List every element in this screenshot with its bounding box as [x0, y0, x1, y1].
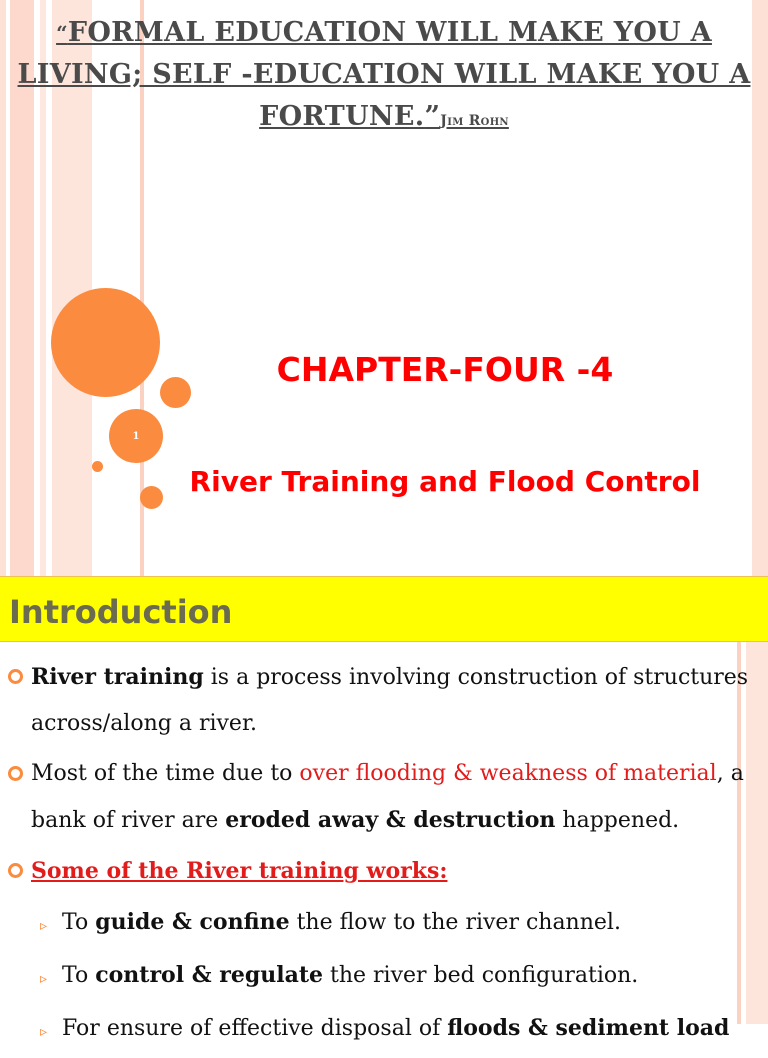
bullet-subheading: Some of the River training works: — [31, 858, 448, 884]
sub-list-item — [0, 1005, 768, 1052]
sub-bullet-icon: ▹ — [40, 918, 48, 934]
quote-text: FORMAL EDUCATION WILL MAKE YOU A LIVING; SELF -EDUCATION WILL MAKE YOU A FORTUNE. — [17, 17, 751, 132]
bullet-circle-icon — [8, 669, 23, 684]
list-item — [0, 848, 768, 895]
decor-circle-large — [51, 288, 160, 397]
sub-bullet-text: the flow to the river channel. — [289, 910, 621, 935]
page-number: 1 — [132, 430, 140, 442]
bullet-text: Most of the time due to — [31, 761, 300, 786]
close-quote-mark: ” — [424, 101, 441, 132]
bullet-list — [0, 654, 768, 1058]
bullet-text: , a bank of river are — [31, 761, 744, 833]
sub-bullet-bold: guide & confine — [95, 909, 290, 935]
bullet-text: is a process involving construction of structures across/along a river. — [31, 665, 749, 736]
open-quote-mark: “ — [56, 21, 68, 45]
bullet-circle-icon — [8, 766, 23, 781]
sub-list-item — [0, 899, 768, 946]
chapter-subtitle: River Training and Flood Control — [189, 465, 701, 498]
slide-heading: Introduction — [9, 593, 233, 631]
bullet-bold-text: eroded away & destruction — [225, 807, 556, 833]
sub-bullet-text: the river bed configuration. — [323, 963, 639, 988]
quote — [0, 12, 768, 142]
heading-bar — [0, 576, 768, 642]
list-item — [0, 751, 768, 844]
bullet-bold-text: River training — [31, 664, 204, 690]
bullet-highlight-text: over flooding & weakness of material — [299, 761, 717, 786]
sub-list-item — [0, 952, 768, 999]
sub-bullet-icon: ▹ — [40, 971, 48, 987]
sub-bullet-text: To — [62, 910, 96, 935]
quote-author: Jim Rohn — [440, 113, 509, 129]
content-slide — [0, 576, 768, 1041]
sub-bullet-text: To — [62, 963, 96, 988]
sub-bullet-text: For ensure of effective disposal of — [62, 1016, 448, 1041]
sub-bullet-bold: floods & sediment load — [447, 1015, 730, 1041]
sub-bullet-bold: control & regulate — [95, 962, 323, 988]
bullet-circle-icon — [8, 863, 23, 878]
bullet-text: happened. — [555, 808, 680, 833]
chapter-title: CHAPTER-FOUR -4 — [276, 350, 614, 389]
decor-circle-small — [92, 461, 103, 472]
list-item — [0, 654, 768, 747]
decor-circle — [160, 377, 191, 408]
sub-bullet-icon: ▹ — [40, 1024, 48, 1040]
